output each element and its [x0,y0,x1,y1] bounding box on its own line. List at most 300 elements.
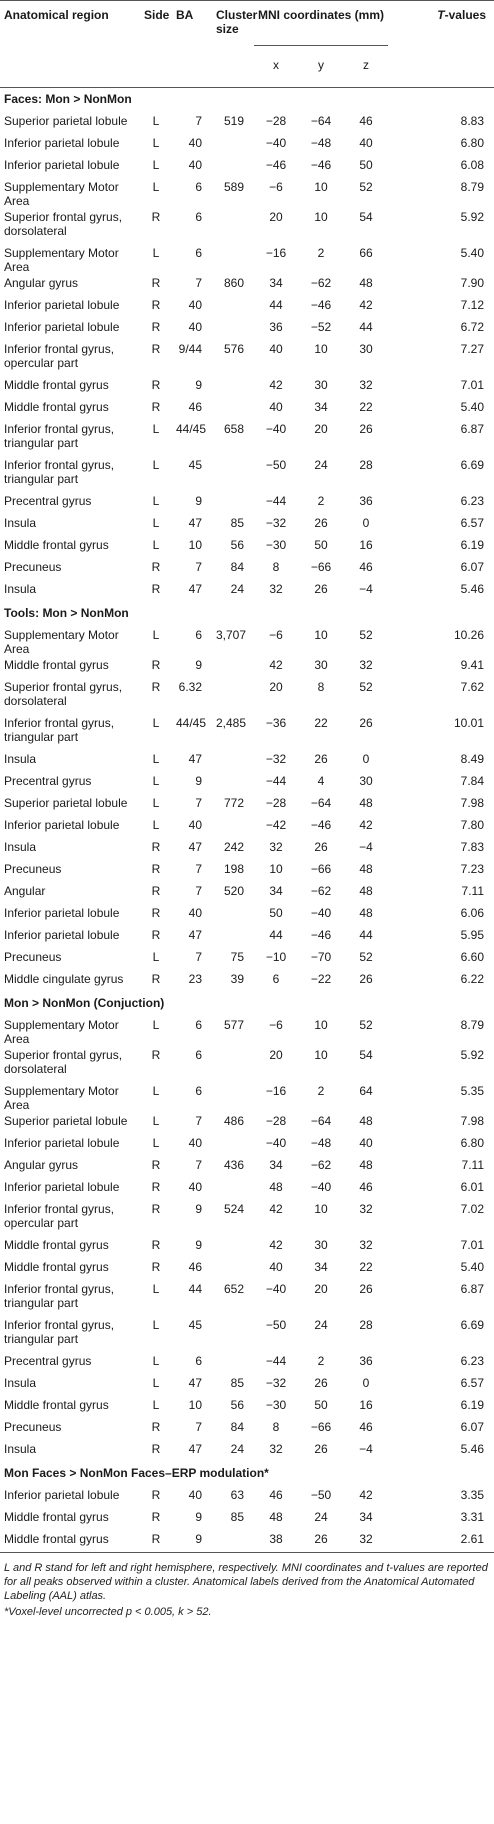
cell-region: Insula [4,840,37,854]
table-header [0,1,494,88]
cell-side: L [152,950,160,964]
cell-y: 2 [317,246,325,260]
cell-side: L [152,1354,160,1368]
cell-y: −66 [310,862,332,876]
cell-cluster-size [212,1134,254,1156]
cell-z: 16 [359,1398,373,1412]
cell-region: Supplementary Motor Area [4,1018,119,1046]
cell-tvalue: 8.83 [460,114,484,128]
cell-side: L [152,1114,160,1128]
cell-cluster-size: 56 [230,1398,244,1412]
cell-ba: 7 [195,950,202,964]
cell-tvalue: 7.84 [460,774,484,788]
cell-cluster-size [212,816,254,838]
cell-z: 0 [362,1376,370,1390]
cell-cluster-size [212,1316,254,1352]
cell-region: Inferior frontal gyrus, opercular part [4,1202,115,1230]
cell-y: 10 [314,1048,328,1062]
cell-cluster-size: 576 [223,342,244,356]
cell-z: 40 [359,1136,373,1150]
cell-y: 30 [314,658,328,672]
cell-side: L [152,774,160,788]
cell-z: 34 [359,1510,373,1524]
cell-cluster-size [212,156,254,178]
cell-z: −4 [359,840,373,854]
cell-region: Inferior frontal gyrus, triangular part [4,458,115,486]
cell-x: 42 [269,378,283,392]
header-x: x [273,58,279,72]
cell-x: 32 [269,1442,283,1456]
cell-region: Supplementary Motor Area [4,180,119,208]
cell-y: 2 [317,494,325,508]
table-row [0,626,494,656]
cell-cluster-size: 24 [230,582,244,596]
cell-region: Inferior frontal gyrus, opercular part [4,342,115,370]
cell-region: Middle frontal gyrus [4,1510,109,1524]
cell-side: R [151,210,161,224]
table-row [0,1236,494,1258]
cell-tvalue: 6.23 [460,1354,484,1368]
cell-x: −6 [269,1018,283,1032]
cell-z: 48 [359,862,373,876]
cell-z: 48 [359,276,373,290]
cell-tvalue: 5.92 [460,210,484,224]
cell-tvalue: 7.01 [460,1238,484,1252]
table-row [0,1418,494,1440]
cell-tvalue: 6.07 [460,1420,484,1434]
cell-z: 0 [362,752,370,766]
cell-region: Precentral gyrus [4,494,92,508]
cell-z: 52 [359,950,373,964]
cell-side: R [151,298,161,312]
cell-ba: 7 [195,560,202,574]
cell-ba: 7 [195,796,202,810]
table-row [0,772,494,794]
table-row [0,882,494,904]
cell-cluster-size [212,904,254,926]
cell-x: 34 [269,884,283,898]
cell-region: Inferior frontal gyrus, triangular part [4,1282,115,1310]
cell-tvalue: 5.46 [460,582,484,596]
cell-tvalue: 5.46 [460,1442,484,1456]
cell-side: R [151,658,161,672]
cell-z: 52 [359,180,373,194]
cell-z: 28 [359,458,373,472]
table-row [0,296,494,318]
cell-region: Inferior parietal lobule [4,906,120,920]
cell-y: −66 [310,560,332,574]
cell-side: L [152,796,160,810]
cell-tvalue: 7.23 [460,862,484,876]
cell-region: Inferior parietal lobule [4,818,120,832]
cell-y: 2 [317,1354,325,1368]
cell-side: L [152,538,160,552]
cell-side: R [151,400,161,414]
cell-region: Inferior frontal gyrus, triangular part [4,1318,115,1346]
table-row [0,208,494,244]
cell-z: 22 [359,1260,373,1274]
cell-cluster-size: 436 [223,1158,244,1172]
cell-cluster-size: 652 [223,1282,244,1296]
cell-x: 40 [269,400,283,414]
cell-z: 46 [359,560,373,574]
cell-side: L [152,818,160,832]
cell-y: −64 [310,114,332,128]
cell-y: −64 [310,796,332,810]
cell-side: L [152,1282,160,1296]
cell-y: −70 [310,950,332,964]
cell-ba: 47 [188,840,202,854]
cell-tvalue: 7.11 [461,1158,484,1172]
cell-ba: 40 [188,136,202,150]
cell-y: 50 [314,538,328,552]
cell-z: 32 [359,1238,373,1252]
cell-ba: 7 [195,862,202,876]
cell-x: 10 [269,862,283,876]
header-tvalues [388,1,494,88]
cell-ba: 7 [195,1114,202,1128]
table-row [0,244,494,274]
cell-x: −40 [265,1136,287,1150]
cell-side: R [151,276,161,290]
cell-cluster-size: 524 [223,1202,244,1216]
cell-ba: 47 [188,752,202,766]
cell-ba: 9/44 [178,342,202,356]
cell-region: Precuneus [4,862,62,876]
cell-ba: 47 [188,1442,202,1456]
table-row [0,318,494,340]
cell-side: L [152,716,160,730]
cell-region: Inferior parietal lobule [4,1136,120,1150]
cell-region: Superior frontal gyrus, dorsolateral [4,1048,123,1076]
cell-x: −6 [269,180,283,194]
cell-side: R [151,582,161,596]
cell-cluster-size: 577 [223,1018,244,1032]
cell-x: 20 [269,210,283,224]
cell-side: R [151,320,161,334]
cell-tvalue: 5.40 [460,1260,484,1274]
cell-x: 42 [269,1202,283,1216]
cell-tvalue: 8.49 [460,752,484,766]
cell-y: 10 [314,1018,328,1032]
cell-tvalue: 6.80 [460,136,484,150]
cell-ba: 45 [188,458,202,472]
cell-z: 42 [359,298,373,312]
cell-side: R [151,378,161,392]
cell-tvalue: 7.01 [460,378,484,392]
cell-region: Inferior parietal lobule [4,928,120,942]
cell-tvalue: 5.92 [460,1048,484,1062]
cell-ba: 6 [195,628,202,642]
cell-cluster-size [212,1178,254,1200]
header-region: Anatomical region [4,8,109,22]
table-row [0,838,494,860]
cell-cluster-size [212,1258,254,1280]
cell-cluster-size: 486 [223,1114,244,1128]
cell-ba: 40 [188,1488,202,1502]
cell-tvalue: 10.26 [453,628,484,642]
cell-y: 26 [314,516,328,530]
section-title: Mon > NonMon (Conjuction) [4,996,165,1010]
cell-x: −50 [265,458,287,472]
cell-ba: 9 [195,494,202,508]
table-row [0,1016,494,1046]
cell-x: 50 [269,906,283,920]
cell-ba: 6 [195,1048,202,1062]
cell-x: −44 [265,774,287,788]
table-row [0,112,494,134]
table-row [0,1316,494,1352]
cell-cluster-size: 84 [230,560,244,574]
header-side: Side [144,8,170,22]
cell-cluster-size [212,750,254,772]
cell-side: R [151,1158,161,1172]
cell-tvalue: 6.69 [460,458,484,472]
cell-side: R [151,1488,161,1502]
cell-y: 26 [314,582,328,596]
cell-x: −40 [265,1282,287,1296]
cell-side: L [152,180,160,194]
cell-region: Angular [4,884,46,898]
cell-cluster-size: 658 [223,422,244,436]
cell-z: 40 [359,136,373,150]
cell-region: Inferior parietal lobule [4,1180,120,1194]
cell-cluster-size [212,1236,254,1258]
cell-cluster-size: 63 [230,1488,244,1502]
cell-tvalue: 5.35 [460,1084,484,1098]
cell-region: Angular gyrus [4,276,79,290]
cell-ba: 44/45 [176,422,207,436]
cell-x: −16 [265,1084,287,1098]
table-row [0,178,494,208]
table-row [0,536,494,558]
table-row [0,1178,494,1200]
cell-side: R [151,1442,161,1456]
header-t-italic: T [437,8,445,22]
cell-z: 48 [359,906,373,920]
cell-y: 8 [317,680,325,694]
cell-tvalue: 6.69 [460,1318,484,1332]
cell-ba: 40 [188,1136,202,1150]
cell-region: Superior parietal lobule [4,796,128,810]
cell-region: Insula [4,1442,37,1456]
cell-y: 30 [314,1238,328,1252]
cell-y: 50 [314,1398,328,1412]
cell-region: Precuneus [4,560,62,574]
cell-region: Middle frontal gyrus [4,1532,109,1546]
cell-x: 20 [269,1048,283,1062]
cell-z: 54 [359,1048,373,1062]
section-title: Tools: Mon > NonMon [4,606,129,620]
cell-ba: 6 [195,1018,202,1032]
cell-y: −62 [310,276,332,290]
cell-x: −28 [265,796,287,810]
cell-cluster-size [212,318,254,340]
cell-ba: 9 [195,1510,202,1524]
table-row [0,656,494,678]
table-row [0,926,494,948]
cell-ba: 47 [188,928,202,942]
cell-ba: 46 [188,1260,202,1274]
cell-x: 42 [269,1238,283,1252]
cell-tvalue: 10.01 [453,716,484,730]
cell-cluster-size [212,1530,254,1553]
cell-y: 26 [314,752,328,766]
cell-cluster-size [212,208,254,244]
cell-z: 50 [359,158,373,172]
header-ba: BA [176,8,194,22]
cell-y: −46 [310,818,332,832]
cell-cluster-size [212,456,254,492]
cell-side: L [152,1018,160,1032]
cell-tvalue: 6.01 [460,1180,484,1194]
cell-ba: 40 [188,906,202,920]
cell-x: −28 [265,1114,287,1128]
cell-z: 36 [359,1354,373,1368]
table-row [0,1156,494,1178]
section-header [0,992,494,1016]
cell-region: Middle frontal gyrus [4,1260,109,1274]
table-row [0,1486,494,1508]
cell-cluster-size [212,244,254,274]
cell-y: −40 [310,1180,332,1194]
cell-side: R [151,972,161,986]
cell-x: −30 [265,1398,287,1412]
table-row [0,1508,494,1530]
table-row [0,1280,494,1316]
cell-cluster-size: 519 [223,114,244,128]
table-row [0,948,494,970]
cell-tvalue: 6.08 [460,158,484,172]
section-title: Faces: Mon > NonMon [4,92,132,106]
cell-ba: 23 [188,972,202,986]
cell-z: 46 [359,1180,373,1194]
cell-side: R [151,1532,161,1546]
cell-tvalue: 6.57 [460,1376,484,1390]
cell-region: Insula [4,752,37,766]
cell-y: 20 [314,1282,328,1296]
cell-y: 10 [314,210,328,224]
cell-cluster-size: 85 [230,1510,244,1524]
cell-side: L [152,158,160,172]
cell-region: Middle frontal gyrus [4,378,109,392]
cell-ba: 7 [195,114,202,128]
table-row [0,274,494,296]
cell-ba: 10 [188,1398,202,1412]
table-row [0,1374,494,1396]
cell-y: −64 [310,1114,332,1128]
cell-tvalue: 9.41 [460,658,484,672]
cell-ba: 47 [188,516,202,530]
cell-ba: 6 [195,1084,202,1098]
cell-tvalue: 8.79 [460,1018,484,1032]
cell-tvalue: 6.23 [460,494,484,508]
cell-y: 10 [314,342,328,356]
cell-x: −32 [265,516,287,530]
cell-ba: 9 [195,774,202,788]
cell-ba: 47 [188,582,202,596]
cell-z: 16 [359,538,373,552]
cell-z: 22 [359,400,373,414]
table-row [0,1112,494,1134]
cell-z: 26 [359,1282,373,1296]
cell-tvalue: 6.19 [460,538,484,552]
cell-side: L [152,628,160,642]
table-row [0,860,494,882]
cell-ba: 9 [195,1202,202,1216]
cell-x: 44 [269,928,283,942]
cell-ba: 7 [195,884,202,898]
cell-z: 32 [359,378,373,392]
cell-cluster-size: 772 [223,796,244,810]
cell-y: 10 [314,628,328,642]
cell-y: −46 [310,298,332,312]
cell-region: Inferior parietal lobule [4,298,120,312]
cell-ba: 10 [188,538,202,552]
table-row [0,1352,494,1374]
cell-side: R [151,1238,161,1252]
cell-ba: 40 [188,1180,202,1194]
table-row [0,340,494,376]
cell-region: Inferior parietal lobule [4,136,120,150]
cell-region: Middle cingulate gyrus [4,972,124,986]
cell-tvalue: 7.02 [460,1202,484,1216]
cell-cluster-size [212,678,254,714]
cell-tvalue: 7.11 [461,884,484,898]
cell-y: −52 [310,320,332,334]
cell-z: 66 [359,246,373,260]
cell-region: Inferior parietal lobule [4,158,120,172]
cell-side: R [151,1420,161,1434]
table-row [0,1258,494,1280]
cell-side: L [152,246,160,260]
cell-ba: 40 [188,818,202,832]
cell-region: Middle frontal gyrus [4,400,109,414]
header-cluster-size: Cluster size [216,8,258,36]
cell-x: −32 [265,752,287,766]
cell-y: 26 [314,1442,328,1456]
cell-region: Inferior parietal lobule [4,1488,120,1502]
cell-tvalue: 7.27 [460,342,484,356]
footnote-threshold: *Voxel-level uncorrected p < 0.005, k > 52. [4,1606,212,1618]
footnote-abbreviations: L and R stand for left and right hemisphere, respectively. MNI coordinates and t-values are reported for all peaks observed within a cluster. Anatomical labels derived from the Anatomical Automated Labeling (AAL) atlas. [4,1562,488,1602]
cell-x: 34 [269,1158,283,1172]
cell-side: R [151,1202,161,1216]
cell-tvalue: 7.62 [460,680,484,694]
cell-tvalue: 6.07 [460,560,484,574]
cell-y: 24 [314,1318,328,1332]
cell-cluster-size: 85 [230,516,244,530]
cell-z: 42 [359,1488,373,1502]
cell-region: Supplementary Motor Area [4,1084,119,1112]
cell-x: −44 [265,494,287,508]
cell-region: Middle frontal gyrus [4,538,109,552]
cell-ba: 9 [195,658,202,672]
cell-z: 64 [359,1084,373,1098]
table-row [0,492,494,514]
cell-x: 40 [269,1260,283,1274]
cell-cluster-size: 2,485 [216,716,247,730]
cell-tvalue: 6.87 [460,422,484,436]
cell-cluster-size: 75 [230,950,244,964]
cell-z: 26 [359,972,373,986]
cell-y: 4 [317,774,325,788]
cell-region: Precuneus [4,950,62,964]
cell-region: Angular gyrus [4,1158,79,1172]
cell-x: −50 [265,1318,287,1332]
table-body [0,88,494,1553]
table-row [0,1530,494,1553]
